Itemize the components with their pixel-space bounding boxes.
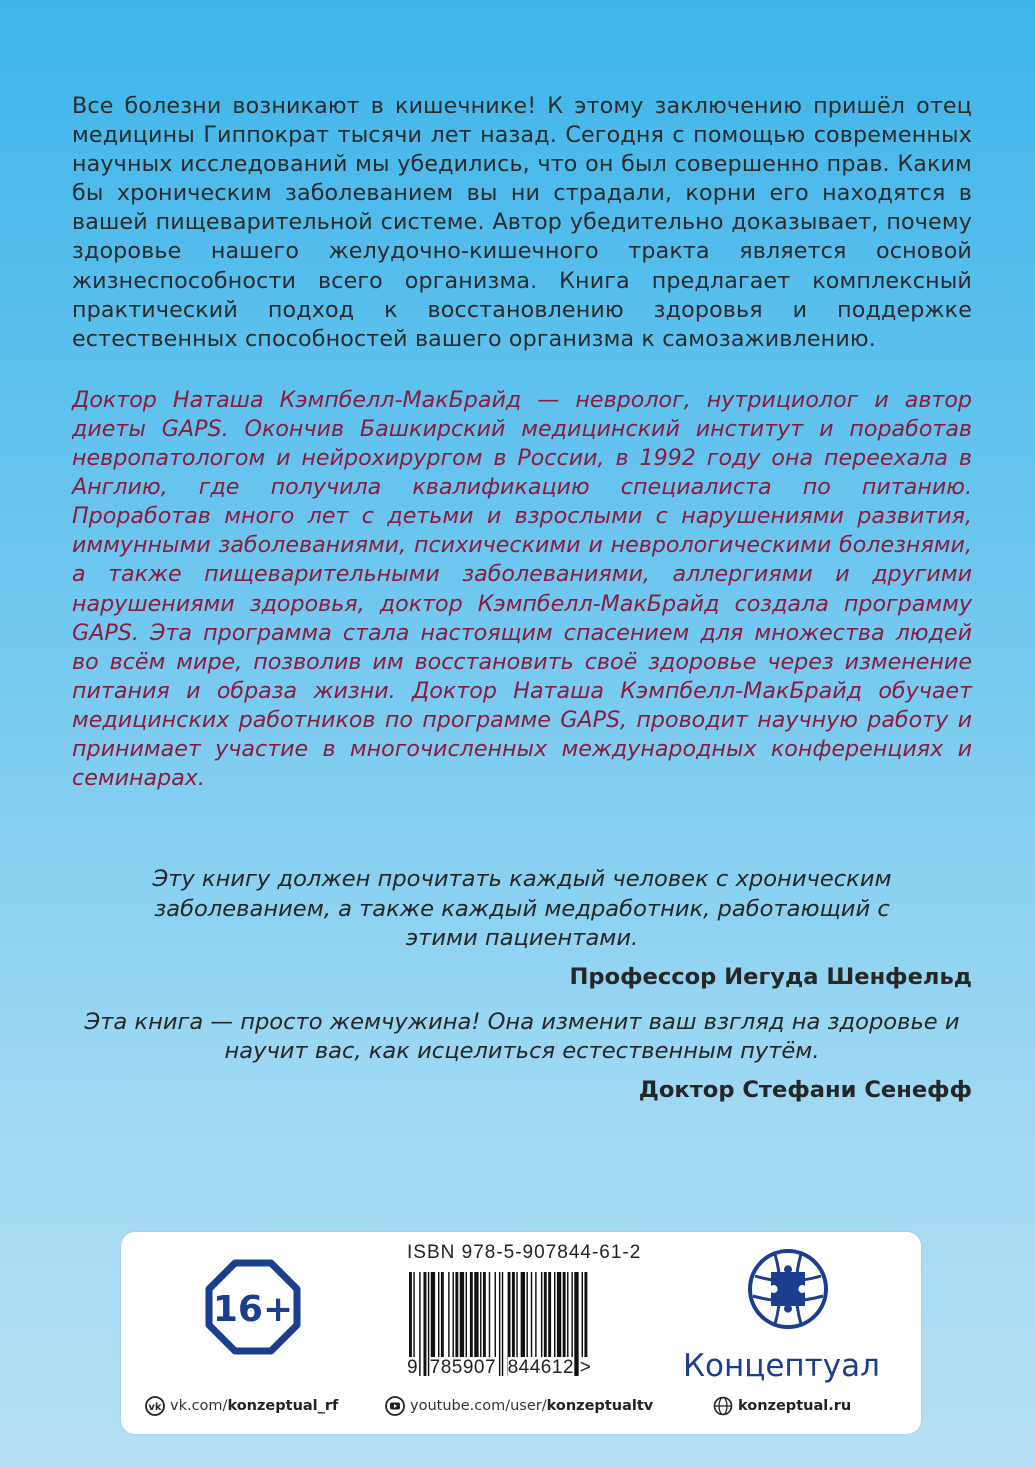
- globe-icon: [713, 1396, 733, 1416]
- review-quote-1: Эту книгу должен прочитать каждый человек с хроническим заболеванием, а также каждый медработник, работающий с этими пациентами.: [152, 866, 892, 952]
- vk-link[interactable]: [145, 1396, 338, 1416]
- isbn-label: ISBN 978-5-907844-61-2: [407, 1242, 642, 1263]
- review-quote-1-author: Профессор Иегуда Шенфельд: [569, 963, 972, 990]
- book-description: Все болезни возникают в кишечнике! К этому заключению пришёл отец медицины Гиппократ тысячи лет назад. Сегодня с помощью современных научных исследований мы убедились, что он был совершенно прав. Каким бы хроническим заболеванием вы ни страдали, корни его находятся в вашей пищеварительной системе. Автор убедительно доказывает, почему здоровье нашего желудочно-кишечного тракта является основой жизнеспособности всего организма. Книга предлагает комплексный практический подход к восстановлению здоровья и поддержке естественных способностей вашего организма к самозаживлению.: [72, 93, 972, 352]
- age-rating-badge: [205, 1259, 301, 1355]
- barcode-digits-right: 844612: [507, 1357, 575, 1378]
- back-cover-content: [72, 92, 972, 1105]
- youtube-link[interactable]: [385, 1396, 653, 1416]
- review-quote-2-author: Доктор Стефани Сенефф: [638, 1076, 972, 1103]
- youtube-link-handle: konzeptualtv: [546, 1398, 654, 1414]
- website-link-text: konzeptual.ru: [738, 1398, 852, 1414]
- puzzle-globe-logo-icon: [745, 1246, 831, 1332]
- author-bio: Доктор Наташа Кэмпбелл-МакБрайд — невролог, нутрициолог и автор диеты GAPS. Окончив Башкирский медицинский институт и поработав невропатологом и нейрохирургом в России, в 1992 году она переехала в Англию, где получила квалификацию специалиста по питанию. Проработав много лет с детьми и взрослыми с нарушениями развития, иммунными заболеваниями, психическими и неврологическими болезнями, а также пищеварительными заболеваниями, аллергиями и другими нарушениями здоровья, доктор Кэмпбелл-МакБрайд создала программу GAPS. Эта программа стала настоящим спасением для множества людей во всём мире, позволив им восстановить своё здоровье через изменение питания и образа жизни. Доктор Наташа Кэмпбелл-МакБрайд обучает медицинских работников по программе GAPS, проводит научную работу и принимает участие в многочисленных международных конференциях и семинарах.: [72, 386, 972, 792]
- barcode-digits-left: 785907: [429, 1357, 497, 1378]
- publisher-name: Концептуал: [683, 1348, 880, 1384]
- cover-footer-panel: [121, 1232, 921, 1434]
- website-link[interactable]: [713, 1396, 851, 1416]
- review-quote-2: Эта книга — просто жемчужина! Она изменит ваш взгляд на здоровье и научит вас, как исцелиться естественным путём.: [84, 1008, 960, 1065]
- vk-icon: [145, 1396, 165, 1416]
- svg-text:vk: vk: [148, 1402, 162, 1413]
- youtube-link-prefix: youtube.com/user/: [410, 1398, 547, 1414]
- youtube-icon: [385, 1396, 405, 1416]
- age-rating-text: 16+: [212, 1289, 294, 1330]
- barcode-marker: >: [579, 1357, 592, 1378]
- barcode-digit-first: 9: [407, 1357, 419, 1378]
- vk-link-handle: konzeptual_rf: [227, 1398, 339, 1414]
- vk-link-prefix: vk.com/: [170, 1398, 228, 1414]
- barcode-digits: [407, 1357, 657, 1379]
- review-quotes: [72, 865, 972, 1105]
